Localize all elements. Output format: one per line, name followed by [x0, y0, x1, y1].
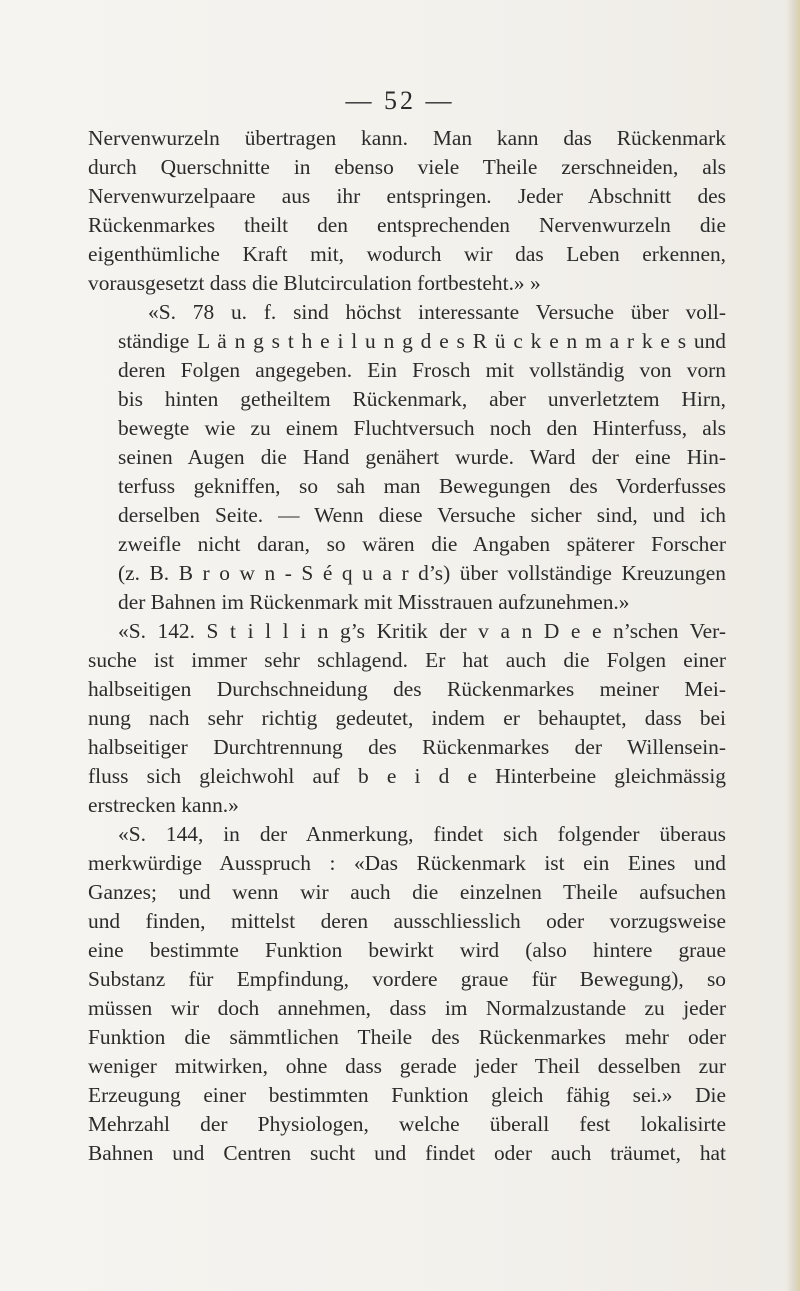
text-line: Rückenmarkes theilt den entsprechenden Nervenwurzeln die: [88, 213, 726, 237]
text-line: zweifle nicht daran, so wären die Angaben späterer Forscher: [118, 532, 726, 556]
paragraph-2: [88, 298, 726, 617]
text-line: merkwürdige Ausspruch : «Das Rückenmark ist ein Eines und: [88, 851, 726, 875]
page-edge-shadow: [786, 0, 800, 1291]
text-line: «S. 142. S t i l l i n g’s Kritik der v a n D e e n’schen Ver-: [118, 619, 726, 643]
text-line: bis hinten getheiltem Rückenmark, aber unverletztem Hirn,: [118, 387, 726, 411]
text-line: durch Querschnitte in ebenso viele Theile zerschneiden, als: [88, 155, 726, 179]
text-line: Nervenwurzeln übertragen kann. Man kann das Rückenmark: [88, 126, 726, 150]
text-line: Nervenwurzelpaare aus ihr entspringen. Jeder Abschnitt des: [88, 184, 726, 208]
text-line: ständige L ä n g s t h e i l u n g d e s R ü c k e n m a r k e s und: [118, 329, 726, 353]
text-line: Mehrzahl der Physiologen, welche überall fest lokalisirte: [88, 1112, 726, 1136]
text-line: fluss sich gleichwohl auf b e i d e Hinterbeine gleichmässig: [88, 764, 726, 788]
paragraph-3: [88, 617, 726, 820]
text-line: Bahnen und Centren sucht und findet oder auch träumet, hat: [88, 1141, 726, 1165]
text-line: «S. 144, in der Anmerkung, findet sich folgender überaus: [118, 822, 726, 846]
text-line: nung nach sehr richtig gedeutet, indem er behauptet, dass bei: [88, 706, 726, 730]
text-line: weniger mitwirken, ohne dass gerade jeder Theil desselben zur: [88, 1054, 726, 1078]
text-line: müssen wir doch annehmen, dass im Normalzustande zu jeder: [88, 996, 726, 1020]
text-line: eigenthümliche Kraft mit, wodurch wir das Leben erkennen,: [88, 242, 726, 266]
text-line: (z. B. B r o w n - S é q u a r d’s) über vollständige Kreuzungen: [118, 561, 726, 585]
text-line: vorausgesetzt dass die Blutcirculation fortbesteht.» »: [88, 271, 541, 295]
text-line: «S. 78 u. f. sind höchst interessante Versuche über voll-: [148, 300, 726, 324]
text-line: Funktion die sämmtlichen Theile des Rückenmarkes mehr oder: [88, 1025, 726, 1049]
text-line: halbseitiger Durchtrennung des Rückenmarkes der Willensein-: [88, 735, 726, 759]
text-line: derselben Seite. — Wenn diese Versuche sicher sind, und ich: [118, 503, 726, 527]
paragraph-4: [88, 820, 726, 1168]
text-line: erstrecken kann.»: [88, 793, 239, 817]
paragraph-1: [88, 124, 726, 298]
body-text: [88, 124, 726, 1168]
text-line: halbseitigen Durchschneidung des Rückenmarkes meiner Mei-: [88, 677, 726, 701]
text-line: seinen Augen die Hand genähert wurde. Ward der eine Hin-: [118, 445, 726, 469]
text-line: Substanz für Empfindung, vordere graue für Bewegung), so: [88, 967, 726, 991]
page-number: — 52 —: [345, 86, 455, 115]
text-line: bewegte wie zu einem Fluchtversuch noch den Hinterfuss, als: [118, 416, 726, 440]
text-line: suche ist immer sehr schlagend. Er hat auch die Folgen einer: [88, 648, 726, 672]
text-line: Ganzes; und wenn wir auch die einzelnen Theile aufsuchen: [88, 880, 726, 904]
text-line: der Bahnen im Rückenmark mit Misstrauen aufzunehmen.»: [118, 590, 630, 614]
text-line: eine bestimmte Funktion bewirkt wird (also hintere graue: [88, 938, 726, 962]
text-line: deren Folgen angegeben. Ein Frosch mit vollständig von vorn: [118, 358, 726, 382]
text-line: Erzeugung einer bestimmten Funktion gleich fähig sei.» Die: [88, 1083, 726, 1107]
text-line: und finden, mittelst deren ausschliesslich oder vorzugsweise: [88, 909, 726, 933]
text-line: terfuss gekniffen, so sah man Bewegungen des Vorderfusses: [118, 474, 726, 498]
